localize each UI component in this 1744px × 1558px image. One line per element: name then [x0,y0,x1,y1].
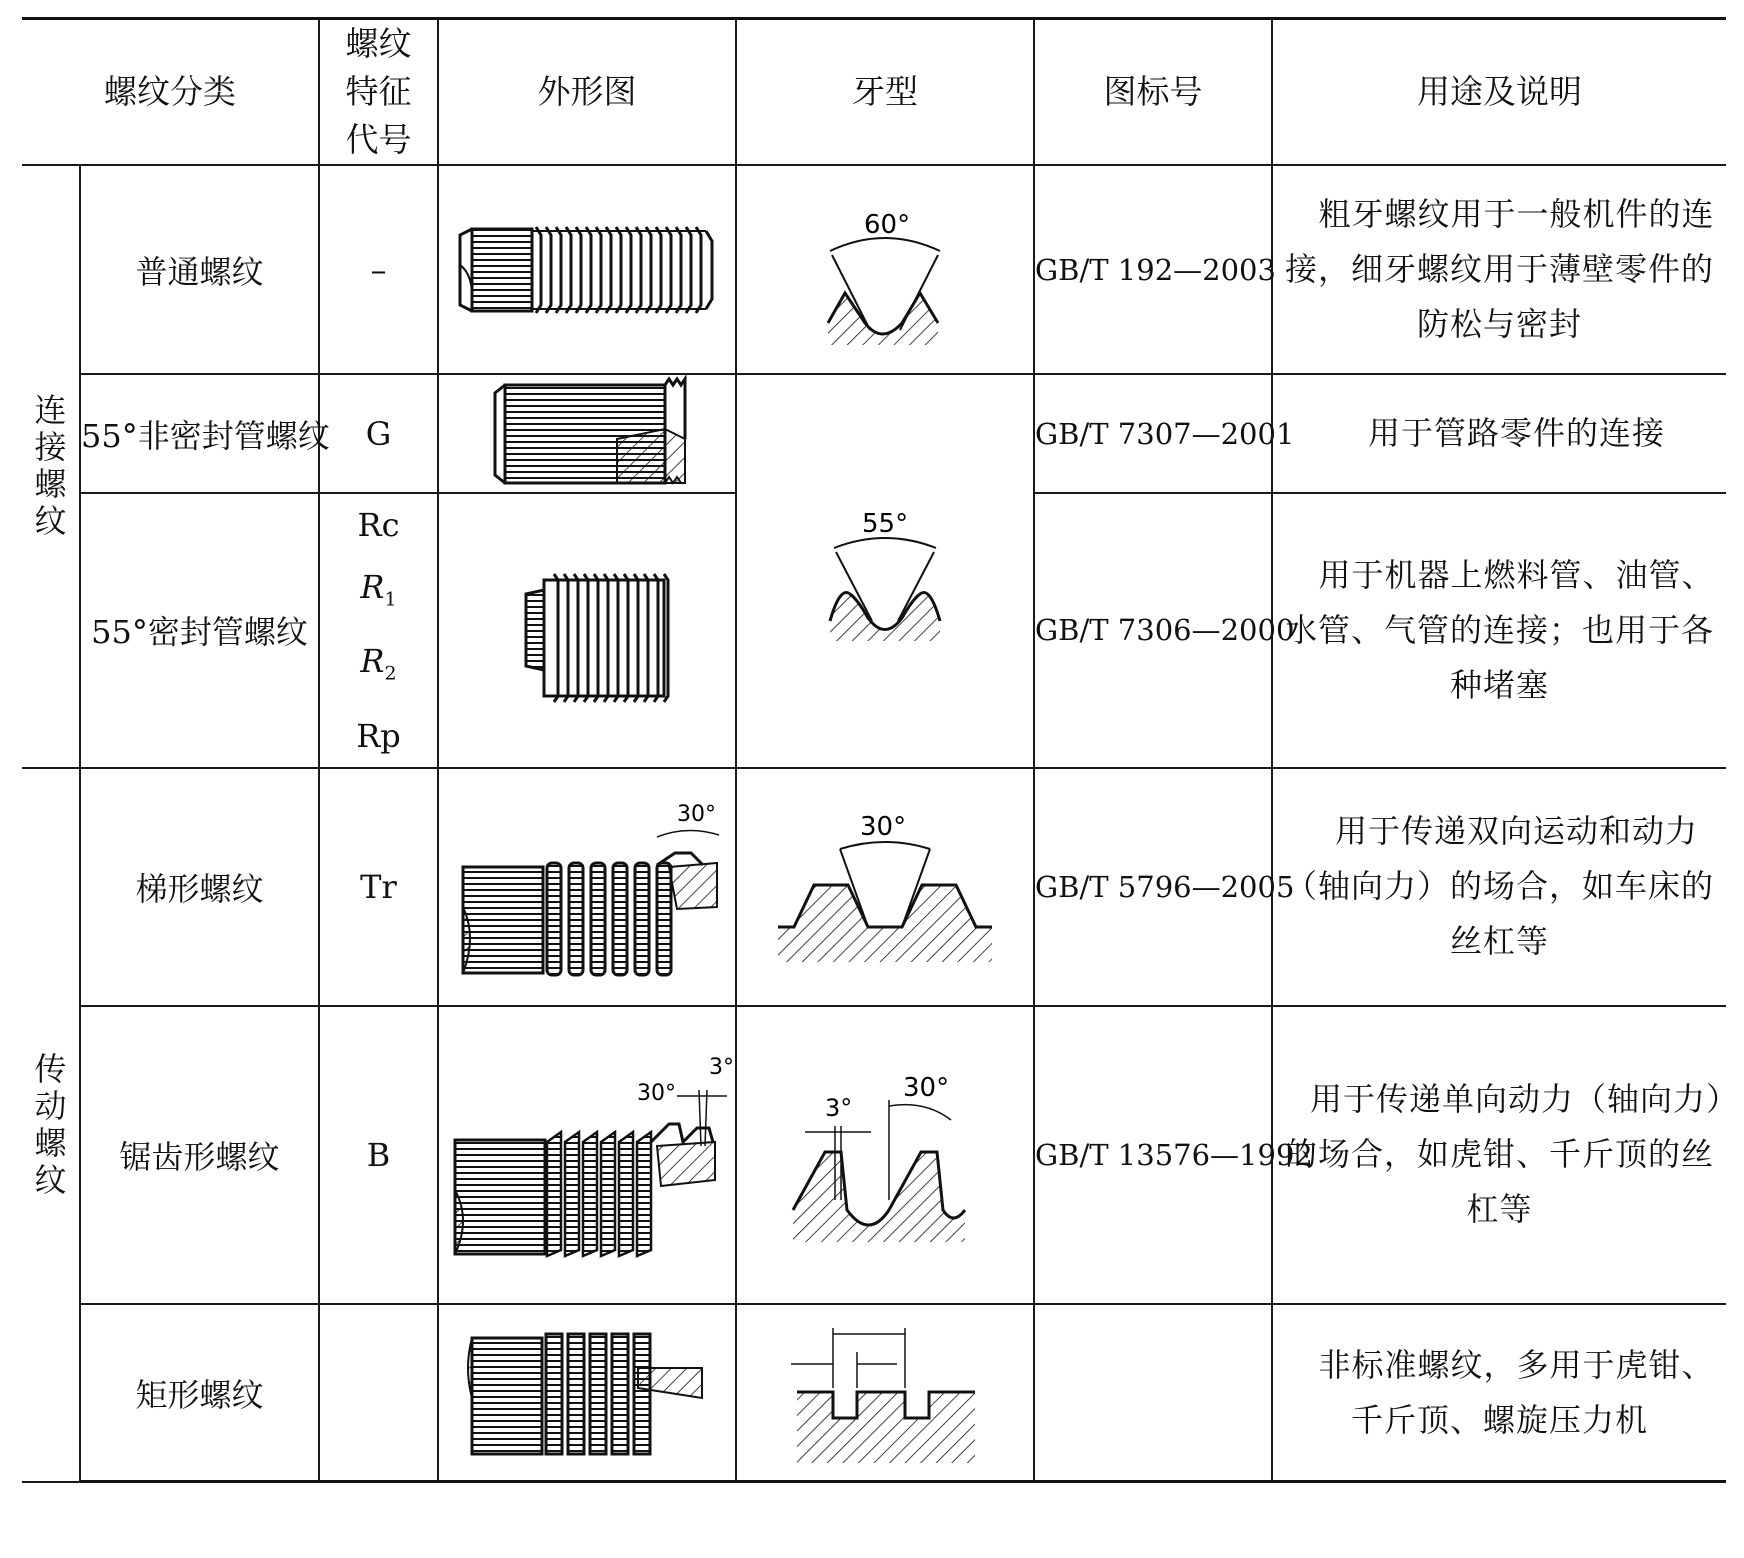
row-name: 55°非密封管螺纹 [80,374,319,493]
standard: GB/T 7306—2000 [1034,493,1272,768]
profile-cell [736,374,1034,768]
profile-cell [736,1006,1034,1304]
pipe-thread-drawing [467,379,707,489]
usage: 用于传递双向运动和动力（轴向力）的场合，如车床的丝杠等 [1272,768,1726,1006]
group-transmission: 传 动 螺 纹 [22,768,80,1482]
code-rc: Rc [357,506,400,544]
usage: 用于管路零件的连接 [1272,374,1726,493]
metric-profile-drawing [810,195,960,345]
code-r1: $R_1$ [360,568,397,611]
row-name: 锯齿形螺纹 [80,1006,319,1304]
usage: 用于机器上燃料管、油管、水管、气管的连接；也用于各种堵塞 [1272,493,1726,768]
header-code: 螺纹特征代号 [319,19,438,166]
pipe-profile-drawing [810,496,960,646]
svg-text:30°: 30° [677,801,716,827]
svg-text:3°: 3° [709,1054,734,1080]
standard: GB/T 5796—2005 [1034,768,1272,1006]
svg-text:30°: 30° [637,1080,676,1106]
row-name: 普通螺纹 [80,165,319,374]
profile-angle-label: 55° [862,508,909,539]
appearance-cell [438,1006,736,1304]
row-code [319,1304,438,1482]
row-code [319,493,438,768]
trapezoid-profile-drawing [770,807,1000,967]
row-code: B [319,1006,438,1304]
appearance-cell [438,493,736,768]
appearance-cell [438,1304,736,1482]
profile-angle-label: 60° [864,209,911,240]
code-rp: Rp [356,716,401,755]
header-appearance: 外形图 [438,19,736,166]
group-connection: 连 接 螺 纹 [22,165,80,768]
buttress-profile-drawing [785,1060,985,1250]
row-name: 梯形螺纹 [80,768,319,1006]
row-code: G [319,374,438,493]
code-r2: $R_2$ [360,642,397,685]
plug-thread-drawing [502,550,672,710]
appearance-cell [438,374,736,493]
profile-angle-label: 30° [860,811,907,842]
standard [1034,1304,1272,1482]
header-usage: 用途及说明 [1272,19,1726,166]
svg-text:30°: 30° [903,1072,950,1103]
standard: GB/T 7307—2001 [1034,374,1272,493]
row-code: – [319,165,438,374]
standard: GB/T 13576—1992 [1034,1006,1272,1304]
buttress-thread-drawing [447,1050,734,1260]
profile-cell [736,768,1034,1006]
row-code: Tr [319,768,438,1006]
trapezoid-thread-drawing [447,797,727,977]
usage: 非标准螺纹，多用于虎钳、千斤顶、螺旋压力机 [1272,1304,1726,1482]
metric-thread-drawing [452,215,722,325]
row-name: 矩形螺纹 [80,1304,319,1482]
appearance-cell [438,768,736,1006]
square-profile-drawing [785,1318,985,1468]
row-name: 55°密封管螺纹 [80,493,319,768]
header-profile: 牙型 [736,19,1034,166]
standard: GB/T 192—2003 [1034,165,1272,374]
usage: 粗牙螺纹用于一般机件的连接，细牙螺纹用于薄壁零件的防松与密封 [1272,165,1726,374]
header-standard: 图标号 [1034,19,1272,166]
square-thread-drawing [462,1328,712,1458]
header-category: 螺纹分类 [22,19,319,166]
thread-table [22,17,1726,1483]
profile-cell [736,1304,1034,1482]
usage: 用于传递单向动力（轴向力）的场合，如虎钳、千斤顶的丝杠等 [1272,1006,1726,1304]
appearance-cell [438,165,736,374]
svg-text:3°: 3° [825,1093,853,1122]
profile-cell [736,165,1034,374]
